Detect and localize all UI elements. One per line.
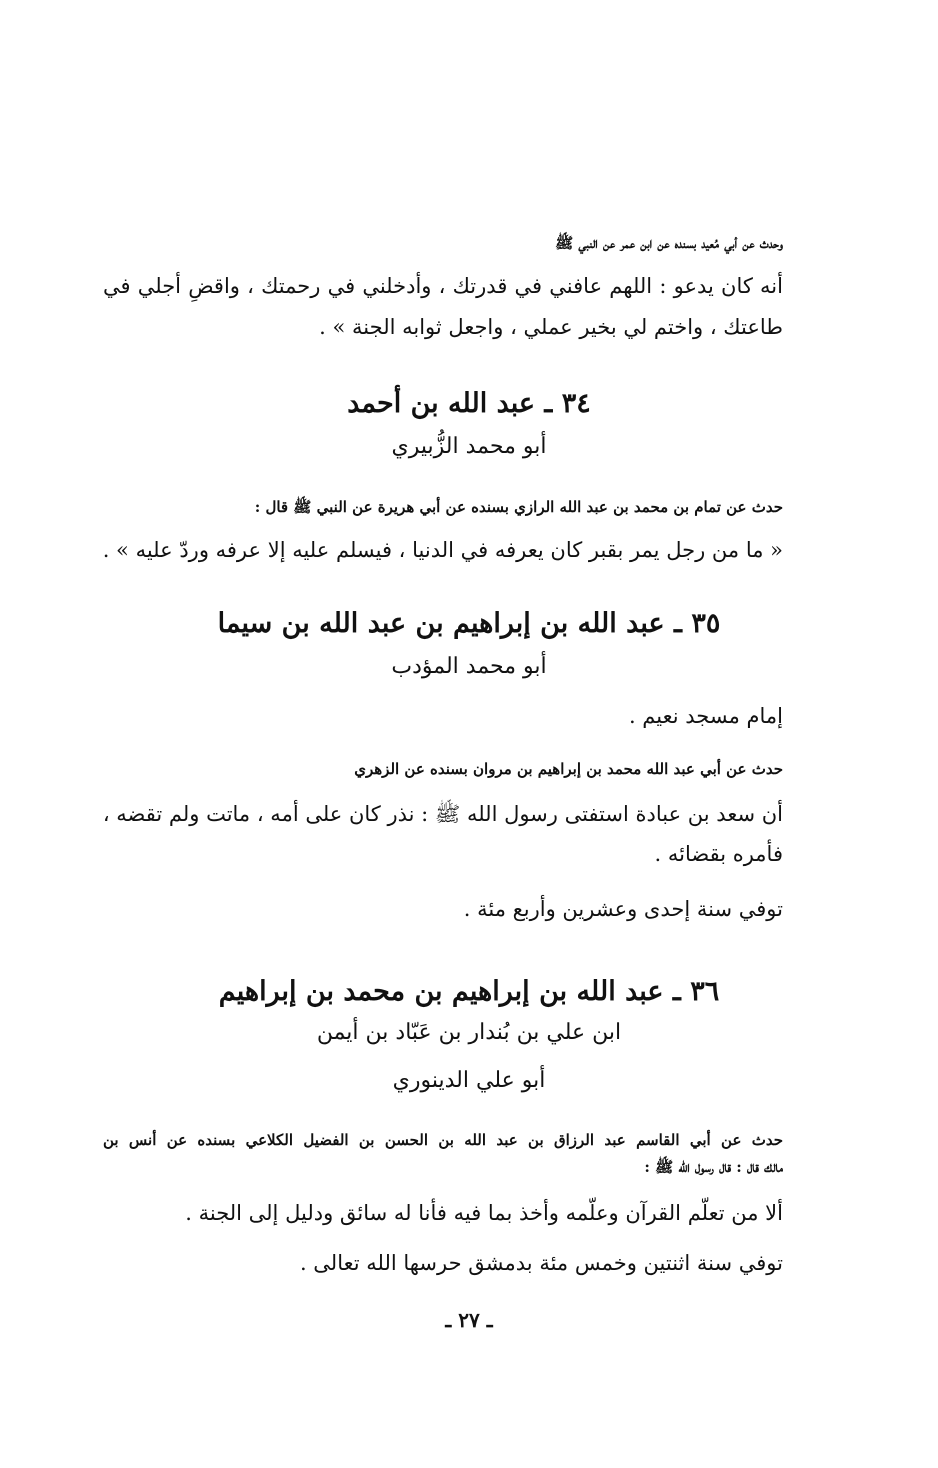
entry-heading: ٣٤ ـ عبد الله بن أحمد xyxy=(347,388,591,419)
hadith-text-line: ألا من تعلّم القرآن وعلّمه وأخذ بما فيه فأنا له سائق ودليل إلى الجنة . xyxy=(185,1201,783,1225)
hadith-text-line: أن سعد بن عبادة استفتى رسول الله ﷺ : نذر كان على أمه ، ماتت ولم تقضه ، xyxy=(102,802,783,826)
hadith-chain: مالك قال : قال رسول الله ﷺ : xyxy=(644,1158,783,1176)
entry-kunya: أبو محمد الزُّبيري xyxy=(391,434,547,459)
hadith-text-line: فأمره بقضائه . xyxy=(654,842,783,866)
page-number: ـ ٢٧ ـ xyxy=(445,1308,493,1332)
hadith-text-line: أنه كان يدعو : اللهم عافني في قدرتك ، وأدخلني في رحمتك ، واقضِ أجلي في xyxy=(103,274,783,298)
hadith-chain: حدث عن أبي عبد الله محمد بن إبراهيم بن مروان بسنده عن الزهري xyxy=(354,760,783,778)
entry-lineage: ابن علي بن بُندار بن عَبّاد بن أيمن xyxy=(316,1020,622,1045)
hadith-chain: حدث عن تمام بن محمد بن عبد الله الرازي بسنده عن أبي هريرة عن النبي ﷺ قال : xyxy=(254,498,783,516)
entry-heading: ٣٦ ـ عبد الله بن إبراهيم بن محمد بن إبراهيم xyxy=(218,976,720,1007)
entry-kunya: أبو علي الدينوري xyxy=(392,1068,546,1093)
entry-heading: ٣٥ ـ عبد الله بن إبراهيم بن عبد الله بن سيما xyxy=(217,608,721,639)
death-note: توفي سنة اثنتين وخمس مئة بدمشق حرسها الله تعالى . xyxy=(299,1251,783,1275)
death-note: توفي سنة إحدى وعشرين وأربع مئة . xyxy=(463,897,783,921)
entry-note: إمام مسجد نعيم . xyxy=(628,704,783,728)
hadith-chain: حدث عن أبي القاسم عبد الرزاق بن عبد الله بن الحسن بن الفضيل الكلاعي بسنده عن أنس بن xyxy=(103,1131,783,1149)
hadith-text-line: « ما من رجل يمر بقبر كان يعرفه في الدنيا ، فيسلم عليه إلا عرفه وردّ عليه » . xyxy=(102,538,783,562)
hadith-chain: وحدث عن أبي مُعيد بسنده عن ابن عمر عن النبي ﷺ xyxy=(555,234,783,252)
entry-kunya: أبو محمد المؤدب xyxy=(391,654,547,679)
hadith-text-line: طاعتك ، واختم لي بخير عملي ، واجعل ثوابه الجنة » . xyxy=(319,315,783,339)
